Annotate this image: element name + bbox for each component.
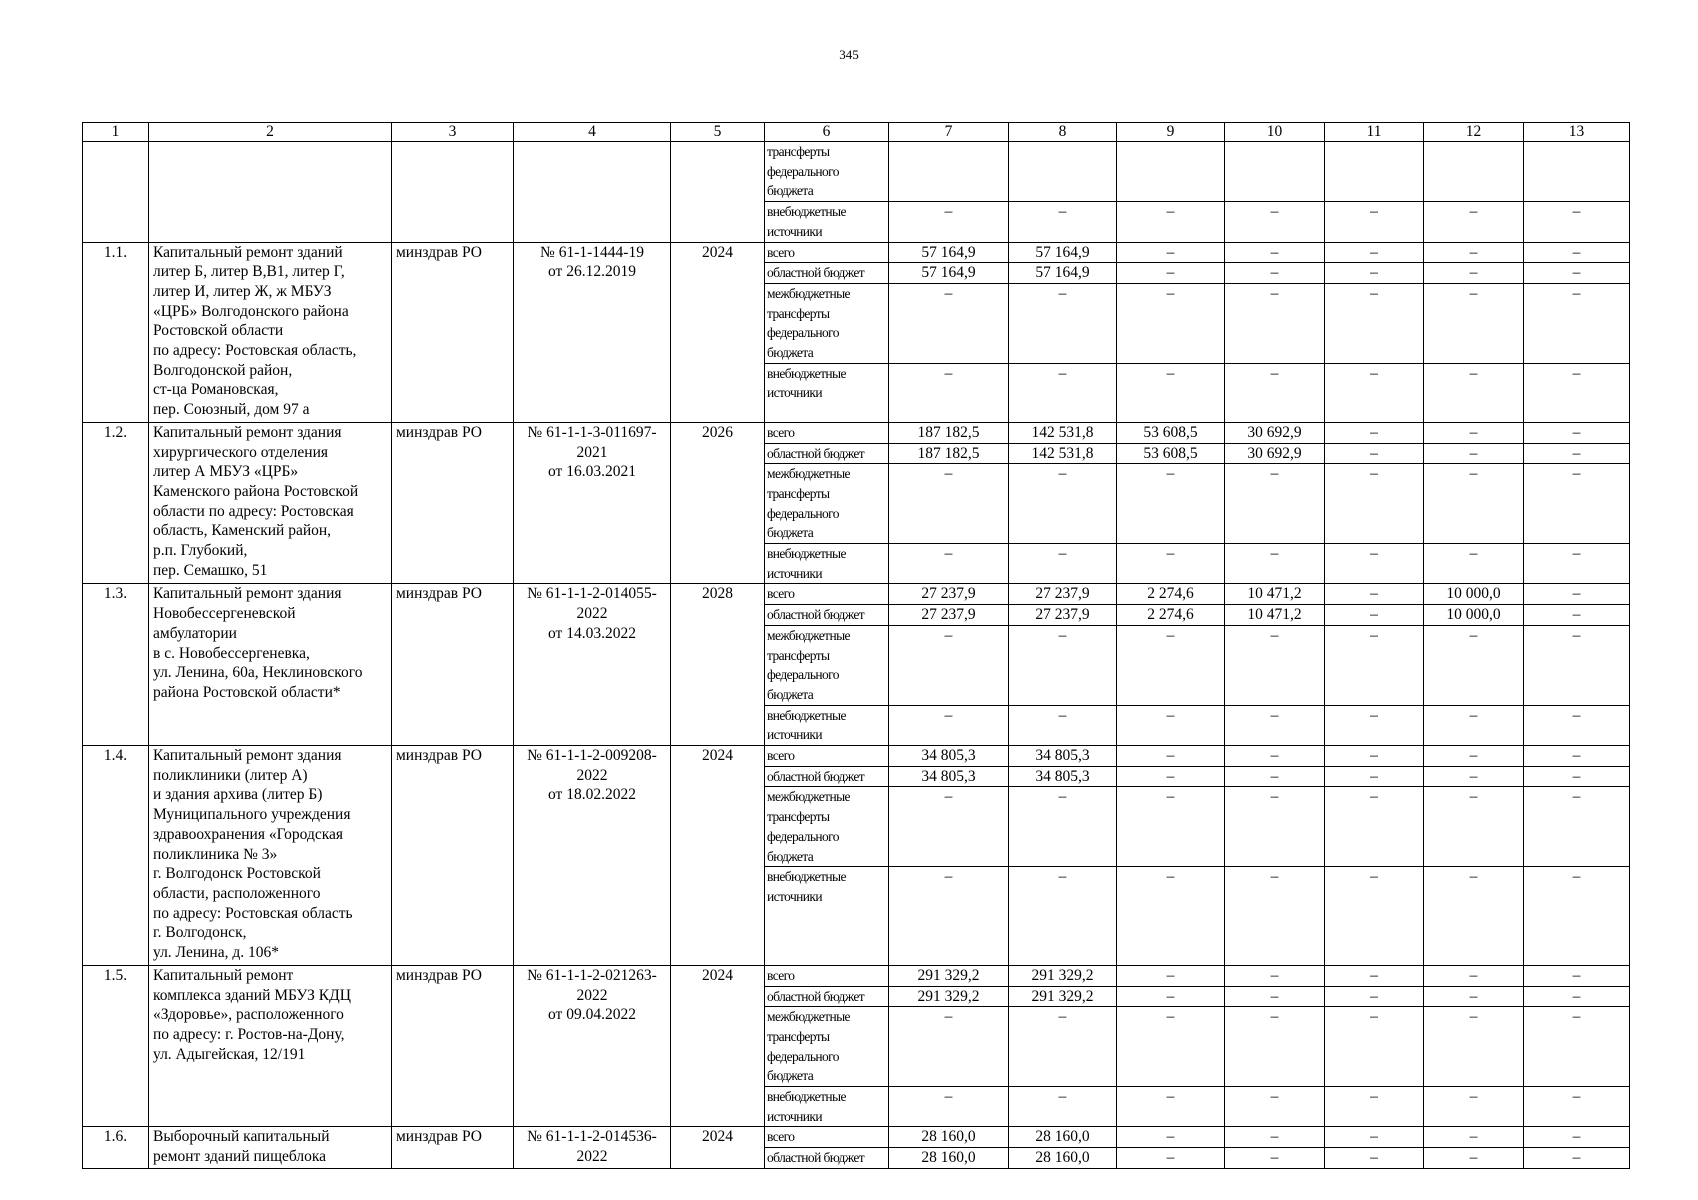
expert-opinion: № 61-1-1-2-009208- 2022 от 18.02.2022 (514, 746, 671, 966)
amount-cell: – (889, 464, 1009, 544)
amount-cell: – (1325, 584, 1424, 605)
amount-cell: – (1524, 202, 1630, 242)
amount-cell: – (1424, 363, 1524, 422)
amount-cell: – (1225, 242, 1325, 263)
funding-source: всего (765, 965, 889, 986)
completion-year: 2024 (671, 965, 765, 1127)
amount-cell: – (1325, 202, 1424, 242)
amount-cell: 28 160,0 (889, 1148, 1009, 1169)
amount-cell: – (1009, 283, 1117, 363)
amount-cell: 27 237,9 (889, 584, 1009, 605)
funding-source: всего (765, 746, 889, 767)
amount-cell: – (889, 544, 1009, 584)
amount-cell: – (1117, 787, 1225, 867)
amount-cell: – (1117, 202, 1225, 242)
funding-source: всего (765, 1127, 889, 1148)
amount-cell: – (1524, 1007, 1630, 1087)
amount-cell: 142 531,8 (1009, 422, 1117, 443)
amount-cell: – (1424, 1007, 1524, 1087)
amount-cell: – (1009, 202, 1117, 242)
amount-cell: – (1225, 1127, 1325, 1148)
amount-cell: – (1225, 867, 1325, 966)
funding-source: межбюджетные трансферты федерального бюджета (765, 625, 889, 705)
amount-cell: 27 237,9 (1009, 584, 1117, 605)
funding-source: внебюджетные источники (765, 1087, 889, 1127)
amount-cell: – (1524, 605, 1630, 626)
amount-cell: – (1424, 422, 1524, 443)
amount-cell: 34 805,3 (889, 766, 1009, 787)
amount-cell: – (1009, 867, 1117, 966)
amount-cell: 53 608,5 (1117, 443, 1225, 464)
amount-cell: – (889, 705, 1009, 745)
column-number: 12 (1424, 123, 1524, 142)
amount-cell: – (1225, 464, 1325, 544)
amount-cell: – (1225, 363, 1325, 422)
page-number: 345 (839, 47, 859, 62)
amount-cell: – (1117, 242, 1225, 263)
amount-cell: – (1325, 746, 1424, 767)
amount-cell: – (1225, 965, 1325, 986)
amount-cell: – (1009, 625, 1117, 705)
amount-cell: – (1225, 1148, 1325, 1169)
amount-cell: – (889, 1087, 1009, 1127)
amount-cell: 57 164,9 (1009, 263, 1117, 284)
amount-cell: – (1117, 544, 1225, 584)
completion-year: 2024 (671, 1127, 765, 1168)
amount-cell: – (1117, 766, 1225, 787)
amount-cell: – (1524, 746, 1630, 767)
expert-opinion: № 61-1-1-2-021263- 2022 от 09.04.2022 (514, 965, 671, 1127)
amount-cell: – (1117, 746, 1225, 767)
column-number: 3 (392, 123, 514, 142)
amount-cell (1009, 142, 1117, 202)
amount-cell: 10 000,0 (1424, 605, 1524, 626)
funding-source: внебюджетные источники (765, 363, 889, 422)
table-row (83, 142, 1630, 202)
amount-cell: – (1225, 544, 1325, 584)
amount-cell: – (1225, 705, 1325, 745)
responsible-agency: минздрав РО (392, 242, 514, 422)
amount-cell: 10 471,2 (1225, 605, 1325, 626)
amount-cell: – (1424, 443, 1524, 464)
continued-empty-cell (671, 142, 765, 243)
amount-cell: – (1325, 625, 1424, 705)
table-row (83, 1127, 1630, 1148)
responsible-agency: минздрав РО (392, 1127, 514, 1168)
column-number: 10 (1225, 123, 1325, 142)
amount-cell: – (1117, 363, 1225, 422)
amount-cell: – (889, 363, 1009, 422)
column-number: 1 (83, 123, 149, 142)
column-number: 9 (1117, 123, 1225, 142)
amount-cell: – (1524, 263, 1630, 284)
table-row (83, 584, 1630, 605)
column-number: 13 (1524, 123, 1630, 142)
amount-cell: – (1225, 1007, 1325, 1087)
completion-year: 2024 (671, 746, 765, 966)
funding-source: внебюджетные источники (765, 705, 889, 745)
column-number: 11 (1325, 123, 1424, 142)
completion-year: 2024 (671, 242, 765, 422)
amount-cell: – (1325, 705, 1424, 745)
expert-opinion: № 61-1-1-2-014055- 2022 от 14.03.2022 (514, 584, 671, 746)
amount-cell: – (1424, 705, 1524, 745)
amount-cell: – (1225, 766, 1325, 787)
amount-cell: 2 274,6 (1117, 605, 1225, 626)
amount-cell: 27 237,9 (1009, 605, 1117, 626)
amount-cell: 28 160,0 (1009, 1148, 1117, 1169)
expert-opinion: № 61-1-1-3-011697- 2021 от 16.03.2021 (514, 422, 671, 584)
amount-cell: – (889, 787, 1009, 867)
amount-cell: 10 000,0 (1424, 584, 1524, 605)
table-row (83, 965, 1630, 986)
amount-cell: – (1225, 625, 1325, 705)
amount-cell: – (1424, 986, 1524, 1007)
amount-cell: – (1524, 705, 1630, 745)
amount-cell: – (1424, 1127, 1524, 1148)
amount-cell: – (1424, 625, 1524, 705)
funding-source: межбюджетные трансферты федерального бюджета (765, 464, 889, 544)
amount-cell: – (1009, 787, 1117, 867)
amount-cell: – (1117, 965, 1225, 986)
funding-source: областной бюджет (765, 605, 889, 626)
amount-cell: – (1009, 544, 1117, 584)
amount-cell: 142 531,8 (1009, 443, 1117, 464)
responsible-agency: минздрав РО (392, 422, 514, 584)
amount-cell: – (1225, 746, 1325, 767)
amount-cell: – (1117, 705, 1225, 745)
continued-empty-cell (514, 142, 671, 243)
amount-cell (1117, 142, 1225, 202)
amount-cell: – (1424, 544, 1524, 584)
amount-cell: 291 329,2 (889, 986, 1009, 1007)
object-name: Капитальный ремонт здания поликлиники (литер А) и здания архива (литер Б) Муниципального учреждения здравоохранения «Городская поликлиника № 3» г. Волгодонск Ростовской области, расположенного по адресу: Ростовская область г. Волгодонск, ул. Ленина, д. 106* (149, 746, 392, 966)
column-number: 8 (1009, 123, 1117, 142)
amount-cell: – (1424, 1148, 1524, 1169)
entry-number: 1.5. (83, 965, 149, 1127)
amount-cell: – (1424, 867, 1524, 966)
amount-cell: – (1325, 544, 1424, 584)
column-number: 7 (889, 123, 1009, 142)
funding-source: внебюджетные источники (765, 867, 889, 966)
amount-cell: 34 805,3 (1009, 766, 1117, 787)
continued-empty-cell (392, 142, 514, 243)
funding-source: внебюджетные источники (765, 202, 889, 242)
amount-cell: – (1325, 867, 1424, 966)
amount-cell: – (1117, 464, 1225, 544)
completion-year: 2026 (671, 422, 765, 584)
funding-source: всего (765, 422, 889, 443)
amount-cell: – (1325, 263, 1424, 284)
table-row (83, 746, 1630, 767)
amount-cell: – (1325, 986, 1424, 1007)
amount-cell: – (1524, 1148, 1630, 1169)
funding-source: межбюджетные трансферты федерального бюджета (765, 787, 889, 867)
object-name: Капитальный ремонт зданий литер Б, литер В,В1, литер Г, литер И, литер Ж, ж МБУЗ «ЦРБ» Волгодонского района Ростовской области по адресу: Ростовская область, Волгодонской район, ст-ца Романовская, пер. Союзный, дом 97 а (149, 242, 392, 422)
amount-cell: 291 329,2 (1009, 965, 1117, 986)
amount-cell: – (1325, 283, 1424, 363)
amount-cell: – (1325, 1127, 1424, 1148)
amount-cell: 34 805,3 (889, 746, 1009, 767)
amount-cell: – (889, 202, 1009, 242)
amount-cell: – (889, 283, 1009, 363)
amount-cell: – (1117, 1127, 1225, 1148)
amount-cell: – (1325, 242, 1424, 263)
entry-number: 1.2. (83, 422, 149, 584)
continued-empty-cell (83, 142, 149, 243)
amount-cell: – (1424, 464, 1524, 544)
amount-cell: – (889, 625, 1009, 705)
amount-cell: – (1424, 1087, 1524, 1127)
amount-cell: – (1009, 363, 1117, 422)
amount-cell (889, 142, 1009, 202)
amount-cell: 28 160,0 (889, 1127, 1009, 1148)
amount-cell: – (1117, 1087, 1225, 1127)
amount-cell: – (1225, 787, 1325, 867)
object-name: Капитальный ремонт здания Новобессергеневской амбулатории в с. Новобессергеневка, ул. Ленина, 60а, Неклиновского района Ростовской области* (149, 584, 392, 746)
amount-cell: 10 471,2 (1225, 584, 1325, 605)
amount-cell: – (1325, 605, 1424, 626)
amount-cell: – (1325, 787, 1424, 867)
amount-cell: – (1524, 766, 1630, 787)
amount-cell: – (1424, 242, 1524, 263)
amount-cell: 57 164,9 (1009, 242, 1117, 263)
amount-cell: – (1009, 1087, 1117, 1127)
funding-source: областной бюджет (765, 263, 889, 284)
funding-source: областной бюджет (765, 766, 889, 787)
responsible-agency: минздрав РО (392, 965, 514, 1127)
amount-cell: 27 237,9 (889, 605, 1009, 626)
table-row (83, 242, 1630, 263)
amount-cell: – (1524, 443, 1630, 464)
amount-cell: – (1524, 283, 1630, 363)
amount-cell: – (1524, 363, 1630, 422)
amount-cell: – (1325, 766, 1424, 787)
amount-cell (1225, 142, 1325, 202)
amount-cell (1325, 142, 1424, 202)
amount-cell: – (1524, 422, 1630, 443)
amount-cell: – (1117, 1007, 1225, 1087)
amount-cell: – (1424, 746, 1524, 767)
amount-cell (1524, 142, 1630, 202)
amount-cell: 57 164,9 (889, 263, 1009, 284)
responsible-agency: минздрав РО (392, 746, 514, 966)
table-row (83, 422, 1630, 443)
amount-cell: – (1524, 464, 1630, 544)
amount-cell: 291 329,2 (889, 965, 1009, 986)
funding-source: межбюджетные трансферты федерального бюджета (765, 1007, 889, 1087)
amount-cell: – (1325, 1148, 1424, 1169)
amount-cell: – (1225, 986, 1325, 1007)
entry-number: 1.3. (83, 584, 149, 746)
amount-cell: 187 182,5 (889, 443, 1009, 464)
amount-cell: 291 329,2 (1009, 986, 1117, 1007)
object-name: Капитальный ремонт комплекса зданий МБУЗ КДЦ «Здоровье», расположенного по адресу: г. Ростов-на-Дону, ул. Адыгейская, 12/191 (149, 965, 392, 1127)
amount-cell: – (1325, 464, 1424, 544)
amount-cell: – (1424, 202, 1524, 242)
amount-cell: – (1524, 965, 1630, 986)
amount-cell: 57 164,9 (889, 242, 1009, 263)
amount-cell: – (1325, 422, 1424, 443)
amount-cell: – (1524, 986, 1630, 1007)
object-name: Выборочный капитальный ремонт зданий пищеблока (149, 1127, 392, 1168)
funding-source: областной бюджет (765, 443, 889, 464)
amount-cell: – (1117, 1148, 1225, 1169)
amount-cell: 2 274,6 (1117, 584, 1225, 605)
funding-source: всего (765, 584, 889, 605)
amount-cell: – (1524, 1127, 1630, 1148)
column-number: 5 (671, 123, 765, 142)
amount-cell: – (1225, 202, 1325, 242)
amount-cell: 53 608,5 (1117, 422, 1225, 443)
amount-cell: – (1225, 283, 1325, 363)
responsible-agency: минздрав РО (392, 584, 514, 746)
amount-cell: – (1117, 625, 1225, 705)
funding-source: областной бюджет (765, 1148, 889, 1169)
completion-year: 2028 (671, 584, 765, 746)
entry-number: 1.1. (83, 242, 149, 422)
amount-cell: – (1225, 263, 1325, 284)
funding-source: трансферты федерального бюджета (765, 142, 889, 202)
amount-cell: – (1524, 584, 1630, 605)
funding-source: межбюджетные трансферты федерального бюджета (765, 283, 889, 363)
amount-cell: – (1325, 1007, 1424, 1087)
amount-cell: – (1524, 787, 1630, 867)
amount-cell: – (1524, 544, 1630, 584)
amount-cell: 30 692,9 (1225, 443, 1325, 464)
column-number: 2 (149, 123, 392, 142)
expert-opinion: № 61-1-1-2-014536- 2022 (514, 1127, 671, 1168)
amount-cell: – (1325, 965, 1424, 986)
column-number-row (83, 123, 1630, 142)
funding-source: внебюджетные источники (765, 544, 889, 584)
object-name: Капитальный ремонт здания хирургического отделения литер А МБУЗ «ЦРБ» Каменского района Ростовской области по адресу: Ростовская область, Каменский район, р.п. Глубокий, пер. Семашко, 51 (149, 422, 392, 584)
amount-cell: – (1524, 1087, 1630, 1127)
amount-cell: – (1009, 705, 1117, 745)
amount-cell: – (1325, 443, 1424, 464)
amount-cell: – (1424, 283, 1524, 363)
amount-cell: – (1117, 263, 1225, 284)
funding-source: областной бюджет (765, 986, 889, 1007)
amount-cell: – (1524, 242, 1630, 263)
amount-cell: – (1009, 464, 1117, 544)
amount-cell: – (1117, 986, 1225, 1007)
funding-source: всего (765, 242, 889, 263)
amount-cell: – (1524, 867, 1630, 966)
amount-cell: – (1424, 965, 1524, 986)
amount-cell: – (1325, 363, 1424, 422)
entry-number: 1.6. (83, 1127, 149, 1168)
amount-cell: 28 160,0 (1009, 1127, 1117, 1148)
amount-cell: – (1524, 625, 1630, 705)
expert-opinion: № 61-1-1444-19 от 26.12.2019 (514, 242, 671, 422)
amount-cell: – (1424, 263, 1524, 284)
amount-cell: – (1325, 1087, 1424, 1127)
amount-cell: – (1424, 766, 1524, 787)
amount-cell: – (889, 1007, 1009, 1087)
amount-cell: – (1009, 1007, 1117, 1087)
amount-cell: 30 692,9 (1225, 422, 1325, 443)
amount-cell: – (1424, 787, 1524, 867)
entry-number: 1.4. (83, 746, 149, 966)
amount-cell: 187 182,5 (889, 422, 1009, 443)
column-number: 6 (765, 123, 889, 142)
continued-empty-cell (149, 142, 392, 243)
financing-table (82, 122, 1630, 1169)
amount-cell: 34 805,3 (1009, 746, 1117, 767)
amount-cell (1424, 142, 1524, 202)
amount-cell: – (1117, 283, 1225, 363)
column-number: 4 (514, 123, 671, 142)
amount-cell: – (1225, 1087, 1325, 1127)
amount-cell: – (1117, 867, 1225, 966)
amount-cell: – (889, 867, 1009, 966)
